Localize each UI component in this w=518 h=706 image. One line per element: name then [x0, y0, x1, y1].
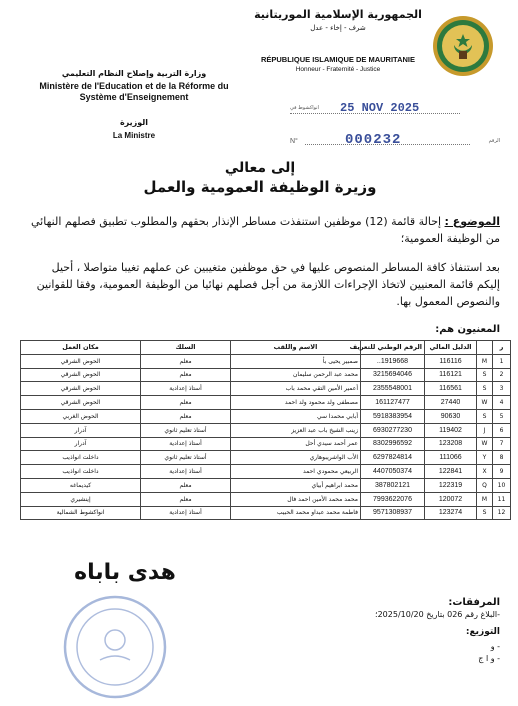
- minister-title-ar: الوزيرة: [119, 118, 149, 127]
- reference-number-field: [290, 132, 500, 148]
- table-cell: معلم: [141, 478, 231, 492]
- table-cell: S: [477, 506, 493, 520]
- date-value: 25 NOV 2025: [340, 101, 420, 115]
- table-cell: إينشيري: [21, 492, 141, 506]
- table-cell: الحوض الغربي: [21, 409, 141, 423]
- table-cell: أستاذ إعدادية: [141, 437, 231, 451]
- table-row: [21, 465, 511, 479]
- table-cell: الحوض الشرقي: [21, 354, 141, 368]
- table-cell: 111066: [425, 451, 477, 465]
- table-cell: 6297824814: [361, 451, 425, 465]
- table-cell: أستاذ تعليم ثانوي: [141, 423, 231, 437]
- concerned-label: المعنيون هم:: [435, 324, 500, 335]
- table-cell: معلم: [141, 409, 231, 423]
- table-cell: 9571308937: [361, 506, 425, 520]
- number-prefix: N°: [290, 138, 298, 145]
- table-cell: 5918383954: [361, 409, 425, 423]
- distribution-item: - و ا ج: [478, 654, 500, 663]
- table-cell: M: [477, 492, 493, 506]
- table-cell: محمد محمد الأمين احمد فال: [231, 492, 361, 506]
- table-cell: S: [477, 382, 493, 396]
- motto-fr: Honneur - Fraternité - Justice: [295, 66, 381, 73]
- table-cell: 4: [493, 396, 511, 410]
- table-cell: داخلت انواذيب: [21, 465, 141, 479]
- date-label: انواكشوط في: [290, 105, 319, 111]
- table-cell: معلم: [141, 354, 231, 368]
- table-cell: أبابي محمدا سي: [231, 409, 361, 423]
- body-paragraph: بعد استنفاذ كافة المساطر المنصوص عليها في حق موظفين متغيبين عن عملهم تغيبا متواصلا ، أحيل إليكم قائمة المعنيين لاتخاذ الإجراءات اللازمة من أجل فصلهم نهائيا من الوظيفة العمومية، وفقا للقوانين والنصوص المعمول بها.: [36, 261, 500, 308]
- table-cell: 1: [493, 354, 511, 368]
- table-cell: 161127477: [361, 396, 425, 410]
- table-cell: 4407050374: [361, 465, 425, 479]
- table-cell: الربيعي محمودي احمد: [231, 465, 361, 479]
- col-header: الاسم واللقب: [231, 341, 361, 355]
- table-cell: 116121: [425, 368, 477, 382]
- table-cell: 5: [493, 409, 511, 423]
- table-cell: 90630: [425, 409, 477, 423]
- addressee-line-1: إلى معالي: [224, 160, 296, 176]
- table-cell: أستاذ إعدادية: [141, 465, 231, 479]
- table-row: [21, 492, 511, 506]
- table-cell: 119402: [425, 423, 477, 437]
- national-seal-icon: [432, 15, 494, 77]
- table-row: [21, 423, 511, 437]
- table-cell: معلم: [141, 396, 231, 410]
- table-cell: أعمير الأمين التقي محمد باب: [231, 382, 361, 396]
- table-cell: 10: [493, 478, 511, 492]
- table-cell: 2: [493, 368, 511, 382]
- table-cell: 9: [493, 465, 511, 479]
- addressee-line-2: وزيرة الوظيفة العمومية والعمل: [143, 178, 377, 196]
- table-cell: معلم: [141, 492, 231, 506]
- table-cell: الحوض الشرقي: [21, 368, 141, 382]
- table-cell: محمد عبد الرحمن سليمان: [231, 368, 361, 382]
- table-cell: صمبير يحيى بأ: [231, 354, 361, 368]
- table-cell: 27440: [425, 396, 477, 410]
- motto-ar: شرف - إخاء - عدل: [310, 24, 366, 32]
- table-cell: 123274: [425, 506, 477, 520]
- table-cell: 122319: [425, 478, 477, 492]
- table-row: [21, 437, 511, 451]
- table-cell: 6: [493, 423, 511, 437]
- table-row: [21, 506, 511, 520]
- republic-name-ar: الجمهورية الإسلامية الموريتانية: [254, 8, 422, 21]
- ministry-name-fr: Ministère de l'Education et de la Réforme du Système d'Enseignement: [39, 81, 229, 102]
- table-cell: عمر أحمد سيدي أحل: [231, 437, 361, 451]
- table-cell: فاطمة محمد عبداو محمد الحبيب: [231, 506, 361, 520]
- table-row: [21, 451, 511, 465]
- table-cell: أستاذ تعليم ثانوي: [141, 451, 231, 465]
- ministry-name-ar: وزارة التربية وإصلاح النظام التعليمي: [61, 69, 207, 78]
- table-cell: 116116: [425, 354, 477, 368]
- table-cell: 8: [493, 451, 511, 465]
- table-cell: أستاذ إعدادية: [141, 382, 231, 396]
- table-cell: داخلت انواذيب: [21, 451, 141, 465]
- table-cell: 123208: [425, 437, 477, 451]
- table-cell: 8302996592: [361, 437, 425, 451]
- table-cell: مصطفى ولد محمود ولد احمد: [231, 396, 361, 410]
- table-cell: 7: [493, 437, 511, 451]
- col-header: السلك: [141, 341, 231, 355]
- table-cell: W: [477, 437, 493, 451]
- table-cell: الحوض الشرقي: [21, 396, 141, 410]
- number-label: الرقم: [488, 138, 500, 144]
- subject-text: إحالة قائمة (12) موظفين استنفذت مساطر الإنذار بحقهم والمطلوب تطبيق فصلهم النهائي من الوظيفة العمومية؛: [31, 215, 500, 245]
- table-cell: 3: [493, 382, 511, 396]
- table-cell: 387802121: [361, 478, 425, 492]
- table-cell: X: [477, 465, 493, 479]
- table-cell: 116561: [425, 382, 477, 396]
- ministry-stamp-icon: [60, 592, 170, 702]
- table-row: [21, 354, 511, 368]
- table-cell: 122841: [425, 465, 477, 479]
- minister-title-fr: La Ministre: [112, 131, 156, 140]
- table-cell: Q: [477, 478, 493, 492]
- table-cell: زينب الشيخ باب عبد العزيز: [231, 423, 361, 437]
- table-cell: الحوض الشرقي: [21, 382, 141, 396]
- col-header: الدليل المالي: [425, 341, 477, 355]
- number-value: 000232: [345, 132, 402, 148]
- table-row: [21, 368, 511, 382]
- table-cell: 2355548001: [361, 382, 425, 396]
- table-cell: M: [477, 354, 493, 368]
- republic-name-fr: RÉPUBLIQUE ISLAMIQUE DE MAURITANIE: [260, 55, 416, 64]
- col-header: [477, 341, 493, 355]
- date-field: [290, 101, 500, 117]
- signature-name: هدى باباه: [74, 560, 176, 585]
- table-cell: J: [477, 423, 493, 437]
- table-header-row: [21, 341, 511, 355]
- col-header: مكان العمل: [21, 341, 141, 355]
- table-cell: Y: [477, 451, 493, 465]
- table-cell: W: [477, 396, 493, 410]
- table-cell: 12: [493, 506, 511, 520]
- table-cell: 7993622076: [361, 492, 425, 506]
- table-cell: انواكشوط الشمالية: [21, 506, 141, 520]
- table-cell: كيديماغه: [21, 478, 141, 492]
- subject-label: الموضوع :: [444, 215, 500, 228]
- table-row: [21, 382, 511, 396]
- table-cell: 1919668..: [361, 354, 425, 368]
- distribution-label: التوزيع:: [465, 627, 500, 637]
- table-row: [21, 396, 511, 410]
- attachments-item: -البلاغ رقم 026 بتاريخ 2025/10/20؛: [375, 610, 500, 619]
- table-row: [21, 478, 511, 492]
- table-cell: S: [477, 368, 493, 382]
- table-cell: 3215694046: [361, 368, 425, 382]
- table-cell: الأب الواشريبوهاري: [231, 451, 361, 465]
- table-cell: 11: [493, 492, 511, 506]
- col-header: ر: [493, 341, 511, 355]
- staff-table: [20, 340, 511, 520]
- table-cell: S: [477, 409, 493, 423]
- table-cell: محمد ابراهيم أبياي: [231, 478, 361, 492]
- subject-paragraph: [30, 213, 500, 247]
- table-cell: معلم: [141, 368, 231, 382]
- table-cell: آدرار: [21, 437, 141, 451]
- table-row: [21, 409, 511, 423]
- table-cell: آدرار: [21, 423, 141, 437]
- table-cell: أستاذ إعدادية: [141, 506, 231, 520]
- col-header: الرقم الوطني للتعريف: [361, 341, 425, 355]
- distribution-item: - و: [490, 642, 500, 651]
- table-cell: 120072: [425, 492, 477, 506]
- attachments-label: المرفقات:: [448, 597, 500, 608]
- table-cell: 6930277230: [361, 423, 425, 437]
